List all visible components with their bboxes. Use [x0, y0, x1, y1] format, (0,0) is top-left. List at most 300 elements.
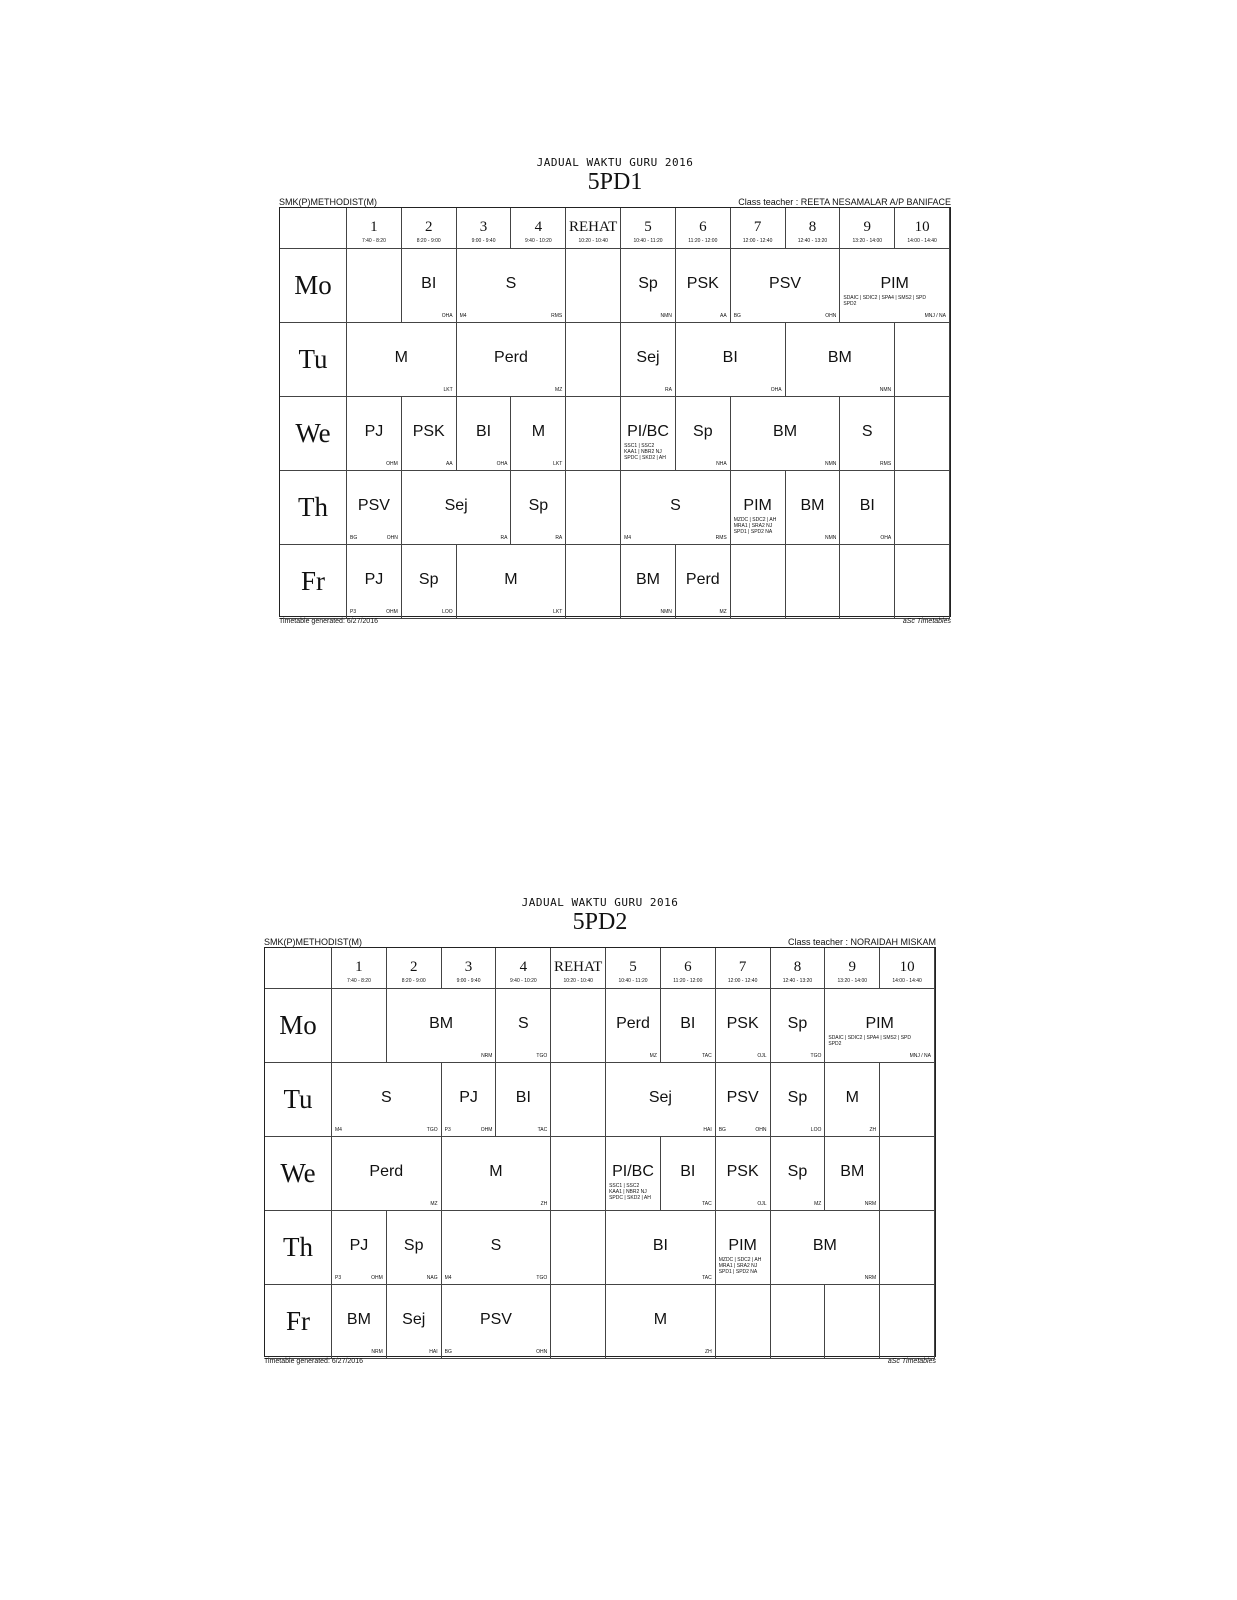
lesson-cell — [676, 545, 731, 619]
lesson-teacher: OHN — [386, 535, 398, 541]
lesson-subject: Sp — [638, 275, 658, 292]
lesson-cell — [606, 989, 661, 1063]
lesson-teacher: LKT — [443, 387, 453, 393]
period-header — [387, 948, 442, 989]
timetable-5pd2 — [264, 896, 936, 1369]
period-number: 2 — [424, 219, 433, 235]
lesson-cell — [840, 249, 950, 323]
empty-cell — [840, 545, 895, 619]
lesson-cell — [347, 323, 457, 397]
empty-cell — [551, 1285, 606, 1359]
lesson-subject: Perd — [685, 571, 720, 588]
lesson-teacher: TAC — [702, 1275, 712, 1281]
lesson-teacher: MNJ / NA — [924, 313, 946, 319]
lesson-teacher: TGO — [536, 1275, 548, 1281]
lesson-teacher: TAC — [702, 1053, 712, 1059]
generator-credit: aSc Timetables — [887, 1358, 936, 1365]
generated-date: Timetable generated: 6/27/2016 — [264, 1358, 363, 1365]
lesson-cell — [661, 989, 716, 1063]
lesson-teacher: NMN — [660, 609, 672, 615]
empty-cell — [880, 1285, 935, 1359]
class-name: 5PD2 — [572, 909, 628, 935]
empty-cell — [771, 1285, 826, 1359]
lesson-cell — [621, 249, 676, 323]
lesson-cell — [511, 397, 566, 471]
timetable-grid — [279, 207, 951, 617]
lesson-cell — [621, 323, 676, 397]
lesson-subject: PIM — [743, 497, 772, 514]
lesson-teacher: OHN — [825, 313, 837, 319]
lesson-room: P3 — [335, 1275, 342, 1281]
lesson-teacher: RA — [555, 535, 563, 541]
lesson-cell — [332, 1211, 387, 1285]
empty-cell — [880, 1063, 935, 1137]
lesson-cell — [731, 249, 841, 323]
lesson-subject: Sej — [402, 1311, 426, 1328]
lesson-subject: S — [490, 1237, 502, 1254]
period-number: 8 — [793, 959, 802, 975]
lesson-teacher: MZ — [430, 1201, 438, 1207]
period-header — [347, 208, 402, 249]
lesson-cell — [786, 471, 841, 545]
day-label: Th — [265, 1211, 332, 1285]
lesson-room: M4 — [444, 1275, 452, 1281]
empty-cell — [895, 545, 950, 619]
lesson-teacher: NMN — [824, 535, 837, 541]
lesson-cell — [731, 471, 786, 545]
period-header — [606, 948, 661, 989]
lesson-subject: Sej — [636, 349, 660, 366]
empty-cell — [895, 323, 950, 397]
empty-cell — [566, 397, 621, 471]
lesson-teacher: AA — [445, 461, 453, 467]
lesson-cell — [457, 249, 567, 323]
lesson-teacher: ZH — [705, 1349, 712, 1355]
period-header — [442, 948, 497, 989]
period-number: REHAT — [554, 959, 603, 975]
lesson-subject: M — [531, 423, 546, 440]
lesson-subject: PJ — [364, 423, 384, 440]
lesson-cell — [840, 397, 895, 471]
lesson-subject: S — [670, 497, 681, 514]
day-label: Tu — [280, 323, 347, 397]
lesson-subject: BI — [680, 1015, 696, 1032]
lesson-cell — [402, 249, 457, 323]
empty-cell — [551, 1137, 606, 1211]
empty-cell — [551, 1211, 606, 1285]
lesson-teacher: OHA — [496, 461, 508, 467]
corner-cell — [265, 948, 332, 989]
school-name: SMK(P)METHODIST(M) — [264, 937, 362, 947]
lesson-teacher: LKT — [553, 609, 563, 615]
lesson-cell — [387, 1285, 442, 1359]
lesson-room: BG — [444, 1349, 452, 1355]
lesson-teacher: MNJ / NA — [909, 1053, 931, 1059]
lesson-subject: S — [380, 1089, 392, 1106]
lesson-subject: PSV — [769, 275, 802, 292]
lesson-teacher: AA — [720, 313, 727, 319]
timetable-footer — [264, 1357, 936, 1369]
timetable-header — [279, 169, 951, 207]
lesson-subject: BI — [475, 423, 492, 440]
lesson-cell — [496, 1063, 551, 1137]
empty-cell — [551, 989, 606, 1063]
lesson-teacher: OHM — [386, 461, 398, 467]
empty-cell — [332, 989, 387, 1063]
lesson-subject: S — [861, 423, 873, 440]
lesson-room: P3 — [444, 1127, 451, 1133]
period-time: 9:40 - 10:20 — [525, 238, 552, 244]
period-time: 12:00 - 12:40 — [742, 238, 773, 244]
period-header — [661, 948, 716, 989]
lesson-teacher: TGO — [426, 1127, 438, 1133]
lesson-subject: PIM — [865, 1015, 894, 1032]
period-number: 6 — [699, 219, 707, 235]
period-number: 7 — [753, 219, 762, 235]
empty-cell — [566, 545, 621, 619]
empty-cell — [786, 545, 841, 619]
period-number: 3 — [464, 959, 473, 975]
lesson-teacher: OJL — [757, 1201, 767, 1207]
lesson-cell — [496, 989, 551, 1063]
lesson-teacher: RA — [500, 535, 508, 541]
lesson-teacher: ZH — [540, 1201, 548, 1207]
lesson-cell — [676, 397, 731, 471]
lesson-cell — [347, 545, 402, 619]
period-header — [771, 948, 826, 989]
period-number: 4 — [534, 219, 543, 235]
lesson-subject: Sp — [528, 497, 549, 514]
lesson-teacher: NMN — [660, 313, 672, 319]
lesson-cell — [457, 323, 567, 397]
period-header — [566, 208, 621, 249]
lesson-subject: Sej — [444, 497, 468, 514]
period-time: 13:20 - 14:00 — [837, 978, 867, 984]
lesson-subject: Perd — [369, 1163, 404, 1180]
lesson-teacher: TGO — [536, 1053, 548, 1059]
lesson-groups: MZDC | SDC2 | AH MRA1 | SRA2 NJ SPD1 | SPD2 NA — [718, 1257, 762, 1275]
period-time: 8:20 - 9:00 — [401, 978, 426, 984]
lesson-cell — [402, 471, 512, 545]
lesson-subject: BM — [840, 1163, 865, 1180]
timetable-title: JADUAL WAKTU GURU 2016 — [521, 896, 679, 909]
lesson-room: BG — [718, 1127, 726, 1133]
lesson-teacher: OHA — [880, 535, 892, 541]
lesson-cell — [442, 1063, 497, 1137]
period-header — [731, 208, 786, 249]
lesson-subject: M — [394, 349, 408, 366]
lesson-room: M4 — [335, 1127, 342, 1133]
lesson-subject: Sp — [403, 1237, 424, 1254]
timetable-footer — [279, 617, 951, 629]
lesson-cell — [332, 1063, 442, 1137]
lesson-teacher: OHA — [770, 387, 782, 393]
empty-cell — [716, 1285, 771, 1359]
lesson-subject: BM — [635, 571, 660, 588]
lesson-teacher: TAC — [702, 1201, 712, 1207]
empty-cell — [895, 397, 950, 471]
lesson-cell — [716, 1137, 771, 1211]
lesson-cell — [621, 397, 676, 471]
lesson-subject: Sp — [787, 1015, 808, 1032]
lesson-subject: Sp — [693, 423, 713, 440]
lesson-subject: PIM — [880, 275, 909, 292]
lesson-cell — [621, 471, 731, 545]
lesson-cell — [676, 249, 731, 323]
lesson-subject: BI — [680, 1163, 696, 1180]
period-header — [621, 208, 676, 249]
lesson-subject: BI — [515, 1089, 531, 1106]
period-time: 10:20 - 10:40 — [563, 978, 593, 984]
lesson-subject: BI — [421, 275, 437, 292]
period-header — [332, 948, 387, 989]
lesson-teacher: OHM — [386, 609, 398, 615]
lesson-cell — [825, 1063, 880, 1137]
lesson-teacher: NRM — [864, 1201, 877, 1207]
period-time: 7:40 - 8:20 — [361, 238, 386, 244]
lesson-subject: PSV — [726, 1089, 759, 1106]
lesson-cell — [716, 989, 771, 1063]
period-number: 10 — [914, 219, 930, 235]
lesson-teacher: NMN — [824, 461, 837, 467]
lesson-subject: BM — [800, 497, 825, 514]
lesson-teacher: NMN — [879, 387, 892, 393]
period-number: 4 — [519, 959, 528, 975]
empty-cell — [880, 1211, 935, 1285]
day-label: We — [265, 1137, 332, 1211]
lesson-teacher: NRM — [371, 1349, 383, 1355]
class-name: 5PD1 — [587, 169, 643, 195]
lesson-cell — [442, 1211, 552, 1285]
empty-cell — [566, 471, 621, 545]
lesson-subject: Perd — [494, 349, 528, 366]
lesson-teacher: OHA — [441, 313, 453, 319]
class-teacher: Class teacher : NORAIDAH MISKAM — [787, 937, 936, 947]
lesson-subject: PSK — [412, 423, 445, 440]
lesson-cell — [387, 989, 497, 1063]
lesson-cell — [402, 397, 457, 471]
lesson-subject: M — [489, 1163, 503, 1180]
empty-cell — [566, 323, 621, 397]
lesson-subject: Sej — [648, 1089, 672, 1106]
lesson-groups: SDAIC | SDIC2 | SPA4 | SMS2 | SPD SPD2 — [843, 295, 926, 307]
period-header — [551, 948, 606, 989]
lesson-teacher: MZ — [719, 609, 727, 615]
period-header — [402, 208, 457, 249]
period-header — [880, 948, 935, 989]
lesson-cell — [332, 1285, 387, 1359]
lesson-cell — [606, 1285, 716, 1359]
timetable-header — [264, 909, 936, 947]
lesson-subject: M — [653, 1311, 668, 1328]
corner-cell — [280, 208, 347, 249]
lesson-cell — [771, 1063, 826, 1137]
period-time: 10:40 - 11:20 — [618, 978, 648, 984]
period-number: 7 — [738, 959, 747, 975]
period-header — [716, 948, 771, 989]
period-number: 8 — [808, 219, 817, 235]
period-time: 9:00 - 9:40 — [456, 978, 481, 984]
empty-cell — [347, 249, 402, 323]
lesson-teacher: OJL — [757, 1053, 767, 1059]
period-number: 6 — [684, 959, 692, 975]
lesson-cell — [771, 989, 826, 1063]
lesson-cell — [606, 1063, 716, 1137]
day-label: Th — [280, 471, 347, 545]
lesson-teacher: TAC — [537, 1127, 548, 1133]
lesson-cell — [457, 545, 567, 619]
period-number: REHAT — [569, 219, 618, 235]
period-time: 11:20 - 12:00 — [688, 238, 718, 244]
empty-cell — [566, 249, 621, 323]
lesson-cell — [332, 1137, 442, 1211]
day-label: Fr — [265, 1285, 332, 1359]
lesson-cell — [387, 1211, 442, 1285]
lesson-subject: Sp — [418, 571, 439, 588]
lesson-groups: SSC1 | SSC2 KAA1 | NBR2 NJ SPDC | SKD2 | AH — [624, 443, 666, 461]
period-time: 11:20 - 12:00 — [673, 978, 703, 984]
empty-cell — [880, 1137, 935, 1211]
timetable-grid — [264, 947, 936, 1357]
day-label: Fr — [280, 545, 347, 619]
empty-cell — [825, 1285, 880, 1359]
period-time: 9:00 - 9:40 — [471, 238, 496, 244]
lesson-teacher: MZ — [814, 1201, 822, 1207]
lesson-cell — [676, 323, 786, 397]
lesson-room: BG — [733, 313, 741, 319]
period-time: 12:40 - 13:20 — [797, 238, 828, 244]
lesson-cell — [621, 545, 676, 619]
lesson-subject: PJ — [459, 1089, 478, 1106]
lesson-cell — [716, 1211, 771, 1285]
period-time: 10:40 - 11:20 — [633, 238, 663, 244]
lesson-subject: PJ — [349, 1237, 369, 1254]
lesson-cell — [457, 397, 512, 471]
period-number: 5 — [644, 219, 652, 235]
lesson-room: BG — [350, 535, 358, 541]
lesson-groups: SDAIC | SDIC2 | SPA4 | SMS2 | SPD SPD2 — [828, 1035, 911, 1047]
lesson-teacher: OHM — [371, 1275, 383, 1281]
empty-cell — [731, 545, 786, 619]
lesson-subject: PSK — [686, 275, 719, 292]
lesson-teacher: NHA — [716, 461, 727, 467]
period-time: 12:00 - 12:40 — [727, 978, 758, 984]
empty-cell — [551, 1063, 606, 1137]
lesson-teacher: NRM — [864, 1275, 877, 1281]
day-label: We — [280, 397, 347, 471]
period-number: 3 — [479, 219, 488, 235]
lesson-subject: M — [845, 1089, 859, 1106]
lesson-subject: BI — [652, 1237, 668, 1254]
lesson-cell — [661, 1137, 716, 1211]
period-time: 14:00 - 14:40 — [892, 978, 922, 984]
lesson-subject: S — [518, 1015, 529, 1032]
lesson-subject: PI/BC — [627, 423, 669, 440]
lesson-teacher: NAG — [426, 1275, 438, 1281]
lesson-teacher: HAI — [703, 1127, 712, 1133]
period-header — [496, 948, 551, 989]
lesson-subject: PSV — [479, 1311, 512, 1328]
period-number: 9 — [863, 219, 872, 235]
lesson-cell — [606, 1137, 661, 1211]
lesson-subject: BM — [773, 423, 798, 440]
lesson-teacher: LOO — [442, 609, 453, 615]
lesson-groups: MZDC | SDC2 | AH MRA1 | SRA2 NJ SPD1 | SPD2 NA — [733, 517, 777, 535]
lesson-teacher: OHM — [480, 1127, 493, 1133]
lesson-subject: PIM — [728, 1237, 757, 1254]
lesson-teacher: RMS — [715, 535, 727, 541]
lesson-subject: PSK — [726, 1015, 759, 1032]
lesson-teacher: LKT — [553, 461, 563, 467]
lesson-groups: SSC1 | SSC2 KAA1 | NBR2 NJ SPDC | SKD2 | AH — [609, 1183, 651, 1201]
lesson-cell — [786, 323, 896, 397]
period-time: 14:00 - 14:40 — [907, 238, 937, 244]
day-label: Mo — [280, 249, 347, 323]
lesson-teacher: ZH — [869, 1127, 877, 1133]
period-time: 9:40 - 10:20 — [510, 978, 537, 984]
period-time: 12:40 - 13:20 — [782, 978, 813, 984]
timetable-title: JADUAL WAKTU GURU 2016 — [536, 156, 694, 169]
lesson-teacher: OHN — [755, 1127, 767, 1133]
lesson-cell — [840, 471, 895, 545]
lesson-room: P3 — [350, 609, 357, 615]
lesson-cell — [731, 397, 841, 471]
lesson-teacher: RMS — [880, 461, 892, 467]
lesson-teacher: RMS — [551, 313, 563, 319]
lesson-cell — [442, 1137, 552, 1211]
lesson-subject: BM — [812, 1237, 837, 1254]
period-header — [786, 208, 841, 249]
period-header — [825, 948, 880, 989]
lesson-subject: Sp — [787, 1089, 808, 1106]
lesson-subject: M — [504, 571, 518, 588]
period-time: 10:20 - 10:40 — [578, 238, 608, 244]
period-header — [895, 208, 950, 249]
day-label: Tu — [265, 1063, 332, 1137]
period-number: 10 — [899, 959, 915, 975]
lesson-cell — [771, 1137, 826, 1211]
lesson-cell — [347, 471, 402, 545]
period-time: 7:40 - 8:20 — [346, 978, 371, 984]
lesson-cell — [825, 989, 935, 1063]
lesson-teacher: HAI — [429, 1349, 438, 1355]
lesson-subject: BI — [722, 349, 738, 366]
lesson-teacher: NRM — [481, 1053, 493, 1059]
lesson-cell — [347, 397, 402, 471]
period-header — [676, 208, 731, 249]
lesson-room: M4 — [624, 535, 632, 541]
lesson-cell — [771, 1211, 881, 1285]
class-teacher: Class teacher : REETA NESAMALAR A/P BANIFACE — [738, 197, 951, 207]
lesson-teacher: TGO — [810, 1053, 822, 1059]
period-header — [457, 208, 512, 249]
lesson-cell — [442, 1285, 552, 1359]
lesson-teacher: LOO — [810, 1127, 822, 1133]
lesson-subject: S — [505, 275, 517, 292]
lesson-teacher: MZ — [649, 1053, 657, 1059]
lesson-cell — [606, 1211, 716, 1285]
lesson-subject: PSV — [357, 497, 390, 514]
lesson-teacher: RA — [664, 387, 672, 393]
period-header — [511, 208, 566, 249]
period-number: 5 — [629, 959, 637, 975]
lesson-teacher: OHN — [536, 1349, 548, 1355]
lesson-room: M4 — [459, 313, 467, 319]
lesson-cell — [511, 471, 566, 545]
period-number: 1 — [370, 219, 378, 235]
lesson-subject: Sp — [787, 1163, 808, 1180]
period-number: 9 — [848, 959, 857, 975]
